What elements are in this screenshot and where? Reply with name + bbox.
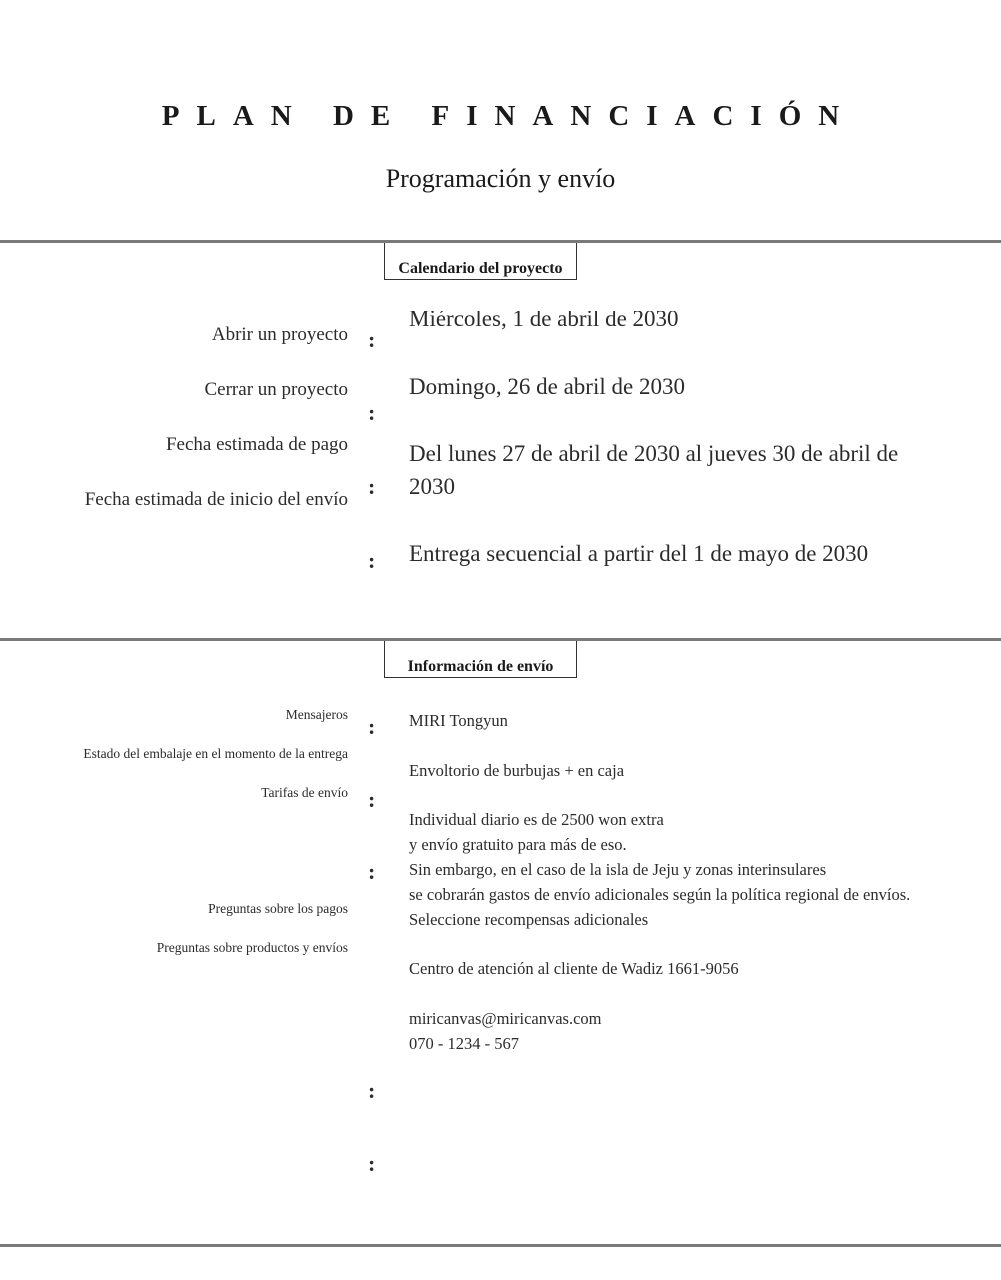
value-open-project-clip — [409, 311, 969, 337]
separator-colon: : — [368, 859, 376, 884]
separator-colon: : — [368, 714, 376, 739]
separator-colon: : — [368, 1078, 376, 1103]
label-payment-questions: Preguntas sobre los pagos — [208, 901, 348, 916]
value-shipping-start: Entrega secuencial a partir del 1 de mayo de 2030 — [409, 541, 869, 566]
value-fees-line: Seleccione recompensas adicionales — [409, 910, 649, 929]
label-couriers: Mensajeros — [285, 707, 348, 722]
section-label-shipping: Información de envío — [407, 658, 554, 675]
label-packaging: Estado del embalaje en el momento de la entrega — [83, 746, 348, 761]
value-courier: MIRI Tongyun — [409, 711, 508, 730]
value-contact-email: miricanvas@miricanvas.com — [409, 1009, 602, 1028]
value-close-project: Domingo, 26 de abril de 2030 — [409, 374, 685, 399]
label-payment-date: Fecha estimada de pago — [165, 434, 348, 455]
divider-footer — [0, 1244, 1001, 1247]
label-shipping-fees: Tarifas de envío — [261, 785, 348, 800]
value-fees-line: Individual diario es de 2500 won extra — [409, 810, 664, 829]
value-packaging: Envoltorio de burbujas + en caja — [409, 761, 625, 780]
label-product-questions: Preguntas sobre productos y envíos — [156, 940, 348, 955]
value-fees-line: Sin embargo, en el caso de la isla de Jeju y zonas interinsulares — [409, 860, 827, 879]
page-title: PLAN DE FINANCIACIÓN — [161, 100, 857, 132]
separator-colon: : — [368, 327, 376, 352]
value-fees-line: se cobrarán gastos de envío adicionales según la política regional de envíos. — [409, 885, 911, 904]
value-contact-phone: 070 - 1234 - 567 — [409, 1034, 519, 1053]
separator-colon: : — [368, 548, 376, 573]
label-open-project: Abrir un proyecto — [211, 324, 348, 345]
separator-colon: : — [368, 787, 376, 812]
value-open-project: Miércoles, 1 de abril de 2030 — [409, 311, 679, 331]
label-close-project: Cerrar un proyecto — [204, 379, 348, 400]
value-payment-date: Del lunes 27 de abril de 2030 al jueves 30 de abril de 2030 — [409, 441, 899, 499]
section-label-schedule: Calendario del proyecto — [398, 260, 563, 277]
section-header-shipping — [384, 641, 577, 678]
label-shipping-start: Fecha estimada de inicio del envío — [84, 489, 348, 510]
separator-colon: : — [368, 400, 376, 425]
value-payment-contact: Centro de atención al cliente de Wadiz 1661-9056 — [409, 959, 739, 978]
value-fees-line: y envío gratuito para más de eso. — [409, 835, 627, 854]
page-subtitle: Programación y envío — [385, 164, 616, 193]
separator-colon: : — [368, 474, 376, 499]
section-header-schedule — [384, 243, 577, 280]
separator-colon: : — [368, 1151, 376, 1176]
